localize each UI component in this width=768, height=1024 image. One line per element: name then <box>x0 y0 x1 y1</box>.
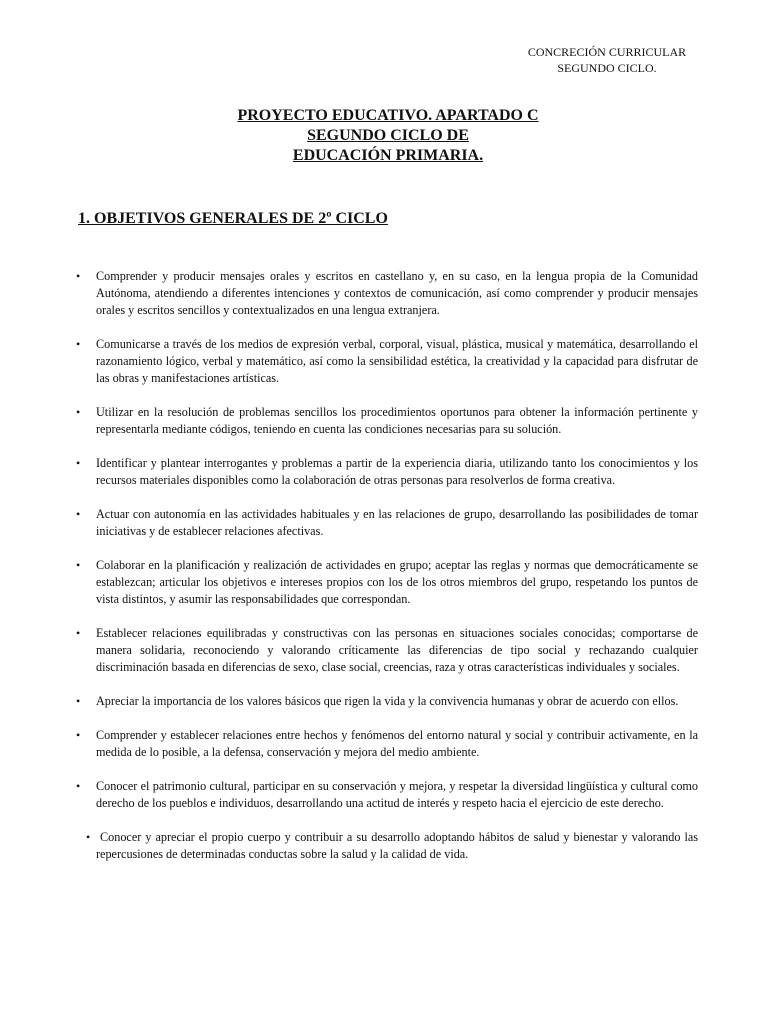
title-line-3: EDUCACIÓN PRIMARIA. <box>292 147 484 164</box>
document-title <box>0 106 768 166</box>
bullet-icon: • <box>76 507 81 521</box>
list-item <box>0 829 768 863</box>
list-item <box>0 727 768 761</box>
list-item <box>0 778 768 812</box>
title-line-2: SEGUNDO CICLO DE <box>307 127 469 144</box>
section-heading: 1. OBJETIVOS GENERALES DE 2º CICLO <box>78 210 388 227</box>
objective-text: Conocer el patrimonio cultural, participar en su conservación y mejora, y respetar la diversidad lingüística y cultural como derecho de los pueblos e individuos, desarrollando una actitud de interés y respeto hacia el ejercicio de este derecho. <box>96 779 698 810</box>
list-item <box>0 557 768 608</box>
list-item <box>0 404 768 438</box>
curricular-header <box>470 44 744 76</box>
bullet-icon: • <box>76 269 81 283</box>
objective-text: Establecer relaciones equilibradas y constructivas con las personas en situaciones sociales conocidas; comportarse de manera solidaria, reconociendo y valorando críticamente las diferencias de tipo social y rechazando cualquier discriminación basada en diferencias de sexo, clase social, creencias, raza y otras características individuales y sociales. <box>96 626 698 674</box>
objective-text: Colaborar en la planificación y realización de actividades en grupo; aceptar las reglas y normas que democráticamente se establezcan; articular los objetivos e intereses propios con los de los otros miembros del grupo, respetando los puntos de vista distintos, y asumir las responsabilidades que correspondan. <box>96 558 698 606</box>
objective-text: Apreciar la importancia de los valores básicos que rigen la vida y la convivencia humanas y obrar de acuerdo con ellos. <box>96 694 679 708</box>
bullet-icon: • <box>76 694 81 708</box>
bullet-icon: • <box>76 456 81 470</box>
title-line-1: PROYECTO EDUCATIVO. APARTADO C <box>237 107 539 124</box>
objective-text: Comprender y producir mensajes orales y escritos en castellano y, en su caso, en la lengua propia de la Comunidad Autónoma, atendiendo a diferentes intenciones y contextos de comunicación, así como comprender y producir mensajes orales y escritos sencillos y contextualizados en una lengua extranjera. <box>96 269 698 317</box>
list-item <box>0 693 768 710</box>
bullet-icon: • <box>76 728 81 742</box>
bullet-icon: • <box>76 405 81 419</box>
objective-text: Actuar con autonomía en las actividades habituales y en las relaciones de grupo, desarrollando las posibilidades de tomar iniciativas y de establecer relaciones afectivas. <box>96 507 698 538</box>
list-item <box>0 336 768 387</box>
list-item <box>0 506 768 540</box>
bullet-icon: • <box>76 779 81 793</box>
objective-text: Comprender y establecer relaciones entre hechos y fenómenos del entorno natural y social y contribuir activamente, en la medida de lo posible, a la defensa, conservación y mejora del medio ambiente. <box>96 728 698 759</box>
bullet-icon: • <box>76 626 81 640</box>
objective-text: Comunicarse a través de los medios de expresión verbal, corporal, visual, plástica, musical y matemática, desarrollando el razonamiento lógico, verbal y matemático, así como la sensibilidad estética, la creatividad y la capacidad para disfrutar de las obras y manifestaciones artísticas. <box>96 337 698 385</box>
objective-text: Identificar y plantear interrogantes y problemas a partir de la experiencia diaria, utilizando tanto los conocimientos y los recursos materiales disponibles como la colaboración de otras personas para resolverlos de forma creativa. <box>96 456 698 487</box>
header-line-2: SEGUNDO CICLO. <box>557 61 657 75</box>
objectives-list <box>0 268 768 863</box>
list-item <box>0 268 768 319</box>
list-item <box>0 625 768 676</box>
objective-text: Conocer y apreciar el propio cuerpo y contribuir a su desarrollo adoptando hábitos de salud y bienestar y valorando las repercusiones de determinadas conductas sobre la salud y la calidad de vida. <box>96 830 698 861</box>
list-item <box>0 455 768 489</box>
bullet-icon: • <box>86 830 91 844</box>
bullet-icon: • <box>76 337 81 351</box>
header-line-1: CONCRECIÓN CURRICULAR <box>527 45 687 59</box>
objective-text: Utilizar en la resolución de problemas sencillos los procedimientos oportunos para obtener la información pertinente y representarla mediante códigos, teniendo en cuenta las condiciones necesarias para su solución. <box>96 405 698 436</box>
bullet-icon: • <box>76 558 81 572</box>
